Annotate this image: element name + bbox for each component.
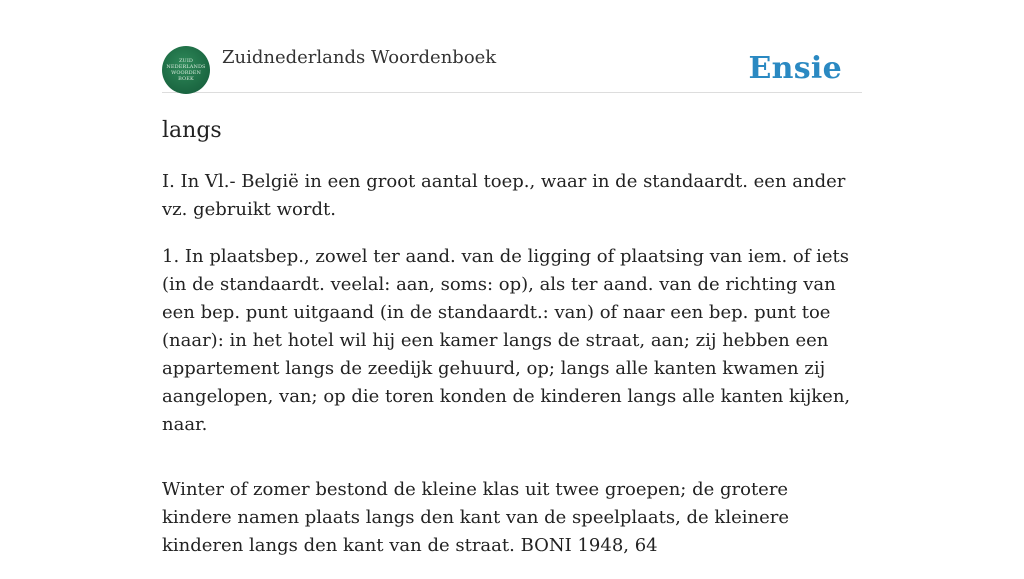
definition-paragraph: 1. In plaatsbep., zowel ter aand. van de ligging of plaatsing van iem. of iets (in de standaardt. veelal: aan, soms: op), als ter aand. van de richting van een bep. punt uitgaand (in de standaardt.: van) of naar een bep. punt toe (naar): in het hotel wil hij een kamer langs de straat, aan; zij hebben een appartement langs de zeedijk gehuurd, op; langs alle kanten kwamen zij aangelopen, van; op die toren konden de kinderen langs alle kanten kijken, naar. (162, 246, 851, 435)
entry-headword: langs (162, 118, 222, 143)
site-logo[interactable] (162, 46, 210, 94)
logo-text-line: WOORDEN (171, 70, 201, 76)
entry-definition (162, 168, 862, 579)
site-name-link[interactable]: Zuidnederlands Woordenboek (222, 47, 497, 68)
logo-text-line: ZUID (178, 58, 194, 64)
ensie-brand-link[interactable]: Ensie (748, 51, 842, 86)
logo-text-line: BOEK (178, 76, 194, 82)
definition-paragraph: I. In Vl.- België in een groot aantal toep., waar in de standaardt. een ander vz. gebruikt wordt. (162, 171, 846, 220)
citation-paragraph: Winter of zomer bestond de kleine klas uit twee groepen; de grotere kindere namen plaats langs den kant van de speelplaats, de kleinere kinderen langs den kant van de straat. BONI 1948, 64 (162, 479, 790, 556)
logo-text-line: NEDERLANDS (166, 64, 206, 70)
site-header (162, 46, 862, 93)
page (162, 0, 862, 556)
